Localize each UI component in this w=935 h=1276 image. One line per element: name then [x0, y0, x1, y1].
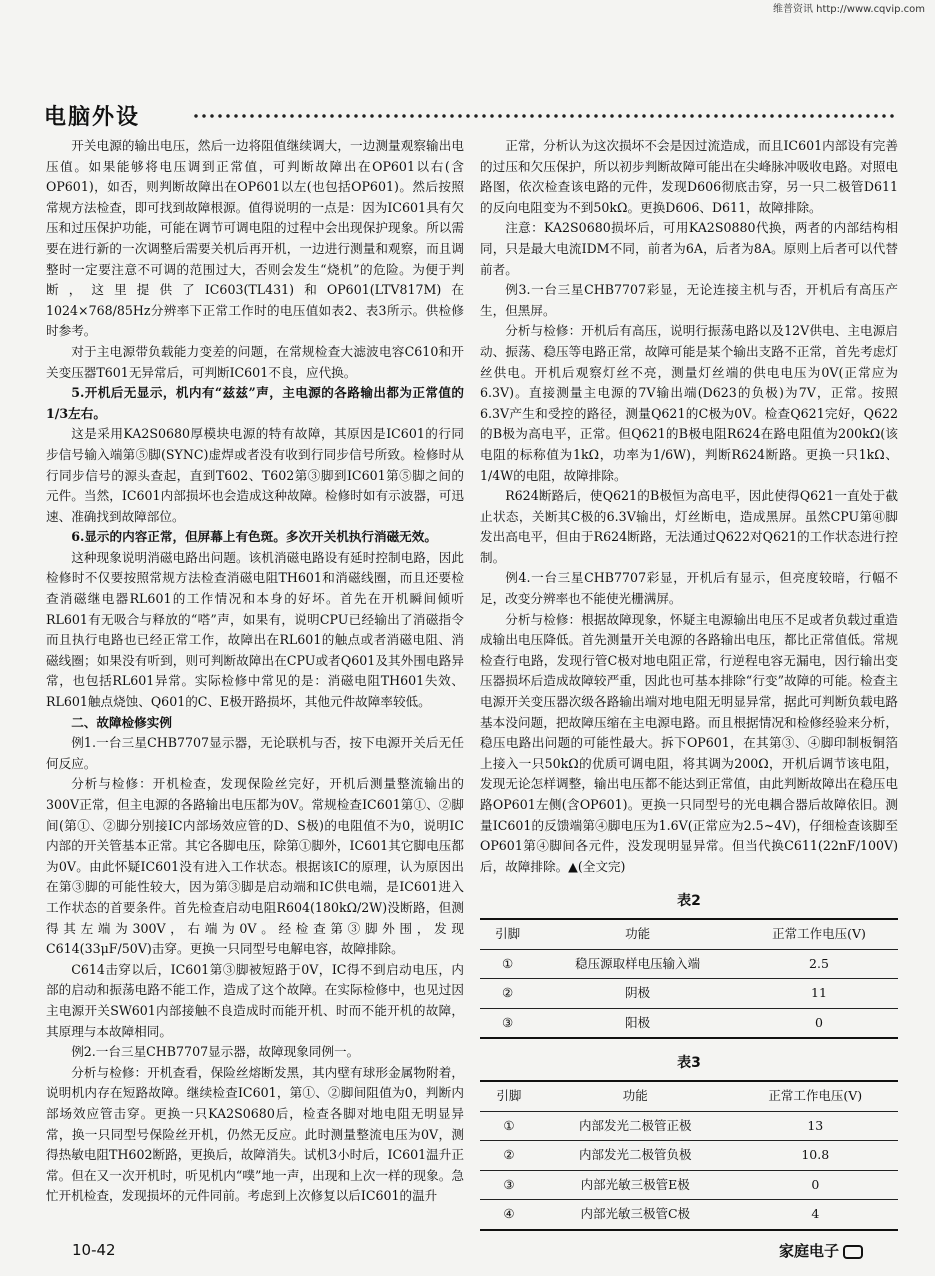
paragraph: 分析与检修：开机检查，发现保险丝完好，开机后测量整流输出的300V正常，但主电源的各路输出电压都为0V。常规检查IC601第①、②脚间(第①、②脚分别接IC内部场效应管的D、S极)的电阻值不为0，说明IC内部的开关管基本正常。其它各脚电压，除第①脚外，IC601其它脚电压都为0V。由此怀疑IC601没有进入工作状态。根据该IC的原理，认为原因出在第③脚的可能性较大，因为第③脚是启动端和IC供电端，是IC601进入工作状态的首要条件。首先检查启动电阻R604(180kΩ/2W)没断路，但测得其左端为300V，右端为0V。经检查第③脚外围，发现C614(33μF/50V)击穿。更换一只同型号电解电容，故障排除。 [46, 776, 464, 957]
table-row [480, 1008, 898, 1038]
section-title: 电脑外设 [44, 105, 141, 130]
column-header: 正常工作电压(V) [733, 1081, 898, 1111]
table-cell: 4 [733, 1200, 898, 1230]
table-header-row [480, 1081, 898, 1111]
paragraph: 分析与检修：开机查看，保险丝熔断发黑，其内壁有球形金属物附着，说明机内存在短路故障。继续检查IC601，第①、②脚间阻值为0，判断内部场效应管击穿。更换一只KA2S0680后，检查各脚对地电阻无明显异常，换一只同型号保险丝开机，仍然无反应。此时测量整流电压为0V，测得热敏电阻TH602断路，更换后，故障消失。试机3小时后，IC601温升正常。但在又一次开机时，听见机内“噗”地一声，出现和上次一样的现象。急忙开机检查，发现损坏的元件同前。考虑到上次修复以后IC601的温升 [46, 1064, 464, 1204]
column-header: 功能 [538, 1081, 733, 1111]
journal-name-text: 家庭电子 [778, 1242, 839, 1260]
left-column [46, 136, 464, 1207]
paragraph: 正常，分析认为这次损坏不会是因过流造成，而且IC601内部设有完善的过压和欠压保护，所以初步判断故障可能出在尖峰脉冲吸收电路。对照电路图，依次检查该电路的元件，发现D606彻底击穿，另一只二极管D611的反向电阻变为不到50kΩ。更换D606、D611，故障排除。 [480, 138, 898, 215]
table-cell: ③ [480, 1170, 538, 1200]
table-cell: 内部发光二极管负极 [538, 1141, 733, 1171]
table-cell: ① [480, 1111, 538, 1141]
table-cell: 10.8 [733, 1141, 898, 1171]
paragraph: 5.开机后无显示，机内有“兹兹”声，主电源的各路输出都为正常值的1/3左右。 [46, 385, 464, 421]
table-row [480, 1170, 898, 1200]
decorative-dot-rule [192, 112, 896, 120]
right-column [480, 136, 898, 1231]
table-row [480, 1141, 898, 1171]
paragraph: 对于主电源带负载能力变差的问题，在常规检查大滤波电容C610和开关变压器T601无异常后，可判断IC601不良，应代换。 [46, 343, 464, 380]
table-header-row [480, 919, 898, 949]
right-column-text [480, 136, 898, 877]
source-line: 维普资讯 http://www.cqvip.com [772, 4, 925, 15]
table-row [480, 979, 898, 1009]
table-cell: 阴极 [535, 979, 740, 1009]
paragraph: 分析与检修：根据故障现象，怀疑主电源输出电压不足或者负载过重造成输出电压降低。首先测量开关电源的各路输出电压，都比正常值低。常规检查行电路，发现行管C极对地电阻正常，行逆程电容无漏电，因行输出变压器损坏后造成故障较严重，因此也可基本排除“行变”故障的可能。检查主电源开关变压器次级各路输出端对地电阻无明显异常，据此可判断负载电路基本没问题，把故障压缩在主电源电路。而且根据情况和检修经验来分析，稳压电路出问题的可能性最大。拆下OP601，在其第③、④脚印制板铜箔上接入一只50kΩ的优质可调电阻，将其调为200Ω，开机后调节该电阻，发现无论怎样调整，输出电压都不能达到正常值，由此判断故障出在稳压电路OP601左侧(含OP601)。更换一只同型号的光电耦合器后故障依旧。测量IC601的反馈端第④脚电压为1.6V(正常应为2.5~4V)，仔细检查该脚至OP601第④脚间各元件，没发现明显异常。但当代换C611(22nF/100V)后，故障排除。▲(全文完) [480, 611, 898, 874]
table-row [480, 949, 898, 979]
table-row [480, 1111, 898, 1141]
paragraph: 这是采用KA2S0680厚模块电源的特有故障，其原因是IC601的行同步信号输入端第⑤脚(SYNC)虚焊或者没有收到行同步信号所致。检修时从行同步信号的源头查起，直到T602、T602第③脚到IC601第⑤脚之间的元件。当然，IC601内部损坏也会造成这种故障。检修时如有示波器，可迅速、准确找到故障部位。 [46, 426, 464, 524]
table-cell: 阳极 [535, 1008, 740, 1038]
paragraph: 分析与检修：开机后有高压，说明行振荡电路以及12V供电、主电源启动、振荡、稳压等电路正常，故障可能是某个输出支路不正常，首先考虑灯丝供电。开机后观察灯丝不亮，测量灯丝端的供电电压为0V(正常应为6.3V)。直接测量主电源的7V输出端(D623的负极)为7V，正常。按照6.3V产生和受控的路径，测量Q621的C极为0V。检查Q621完好，Q622的B极为高电平，正常。但Q621的B极电阻R624在路电阻值为200kΩ(该电阻的标称值为1kΩ，功率为1/6W)，判断R624断路。更换一只1kΩ、1/4W的电阻，故障排除。 [480, 323, 898, 483]
table-cell: ④ [480, 1200, 538, 1230]
table-cell: 13 [733, 1111, 898, 1141]
paragraph: 开关电源的输出电压，然后一边将阻值继续调大，一边测量观察输出电压值。如果能够将电压调到正常值，可判断故障出在OP601以右(含OP601)，如否，则判断故障出在OP601以左(也包括OP601)。然后按照常规方法检查，即可找到故障根源。值得说明的一点是：因为IC601具有欠压和过压保护功能，可能在调节可调电阻的过程中会出现保护现象。所以需要在进行新的一次调整后需要关机后再开机，一边进行测量和观察，而且调整时一定要注意不可调的范围过大，否则会发生“烧机”的危险。为便于判断，这里提供了IC603(TL431)和OP601(LTV817M)在1024×768/85Hz分辨率下正常工作时的电压值如表2、表3所示。供检修时参考。 [46, 138, 464, 339]
page-number: 10-42 [72, 1241, 116, 1259]
table-cell: 2.5 [740, 949, 898, 979]
column-header: 功能 [535, 919, 740, 949]
table3-title: 表3 [677, 1055, 701, 1072]
column-header: 引脚 [480, 919, 535, 949]
paragraph: 例1.一台三星CHB7707显示器，无论联机与否，按下电源开关后无任何反应。 [46, 735, 464, 771]
paragraph: C614击穿以后，IC601第③脚被短路于0V，IC得不到启动电压，内部的启动和振荡电路不能工作，造成了这个故障。在实际检修中，也见过因主电源开关SW601内部接触不良造成时而能开机、时而不能开机的故障，其原理与本故障相同。 [46, 961, 464, 1039]
paragraph: 6.显示的内容正常，但屏幕上有色斑。多次开关机执行消磁无效。 [71, 529, 437, 545]
table-cell: 0 [733, 1170, 898, 1200]
paragraph: 二、故障检修实例 [71, 714, 172, 730]
table2 [480, 918, 898, 1039]
table-cell: ② [480, 1141, 538, 1171]
section-header [44, 100, 896, 130]
table-cell: 稳压源取样电压输入端 [535, 949, 740, 979]
table-cell: ③ [480, 1008, 535, 1038]
table-cell: 11 [740, 979, 898, 1009]
table3 [480, 1080, 898, 1231]
table-row [480, 1200, 898, 1230]
table2-title: 表2 [677, 893, 701, 910]
paragraph: R624断路后，使Q621的B极恒为高电平，因此使得Q621一直处于截止状态，关断其C极的6.3V输出，灯丝断电，造成黑屏。虽然CPU第㊶脚发出高电平，但由于R624断路，无法通过Q622对Q621的工作状态进行控制。 [480, 488, 898, 565]
table-cell: 内部发光二极管正极 [538, 1111, 733, 1141]
paragraph: 注意：KA2S0680损坏后，可用KA2S0880代换，两者的内部结构相同，只是最大电流IDM不同，前者为6A，后者为8A。原则上后者可以代替前者。 [480, 220, 898, 277]
table-cell: ② [480, 979, 535, 1009]
journal-name [779, 1240, 863, 1261]
column-header: 引脚 [480, 1081, 538, 1111]
paragraph: 这种现象说明消磁电路出问题。该机消磁电路设有延时控制电路，因此检修时不仅要按照常规方法检查消磁电阻TH601和消磁线圈，而且还要检查消磁继电器RL601的工作情况和本身的好坏。首先在开机瞬间倾听RL601有无吸合与释放的“嗒”声，如果有，说明CPU已经输出了消磁指令而且执行电路也已经正常工作，故障出在RL601的触点或者消磁电阻、消磁线圈；如果没有听到，则可判断故障出在CPU或者Q601及其外围电路异常，也包括RL601异常。实际检修中常见的是：消磁电阻TH601失效、RL601触点烧蚀、Q601的C、E极开路损坏，其他元件故障率较低。 [46, 549, 464, 710]
table-cell: 内部光敏三极管E极 [538, 1170, 733, 1200]
column-header: 正常工作电压(V) [740, 919, 898, 949]
table-cell: 0 [740, 1008, 898, 1038]
table-cell: 内部光敏三极管C极 [538, 1200, 733, 1230]
table-cell: ① [480, 949, 535, 979]
paragraph: 例4.一台三星CHB7707彩显，开机后有显示，但亮度较暗，行幅不足，改变分辨率也不能使光栅满屏。 [480, 570, 898, 607]
journal-logo-icon [843, 1245, 863, 1259]
paragraph: 例3.一台三星CHB7707彩显，无论连接主机与否，开机后有高压产生，但黑屏。 [480, 282, 898, 318]
paragraph: 例2.一台三星CHB7707显示器，故障现象同例一。 [71, 1044, 360, 1060]
